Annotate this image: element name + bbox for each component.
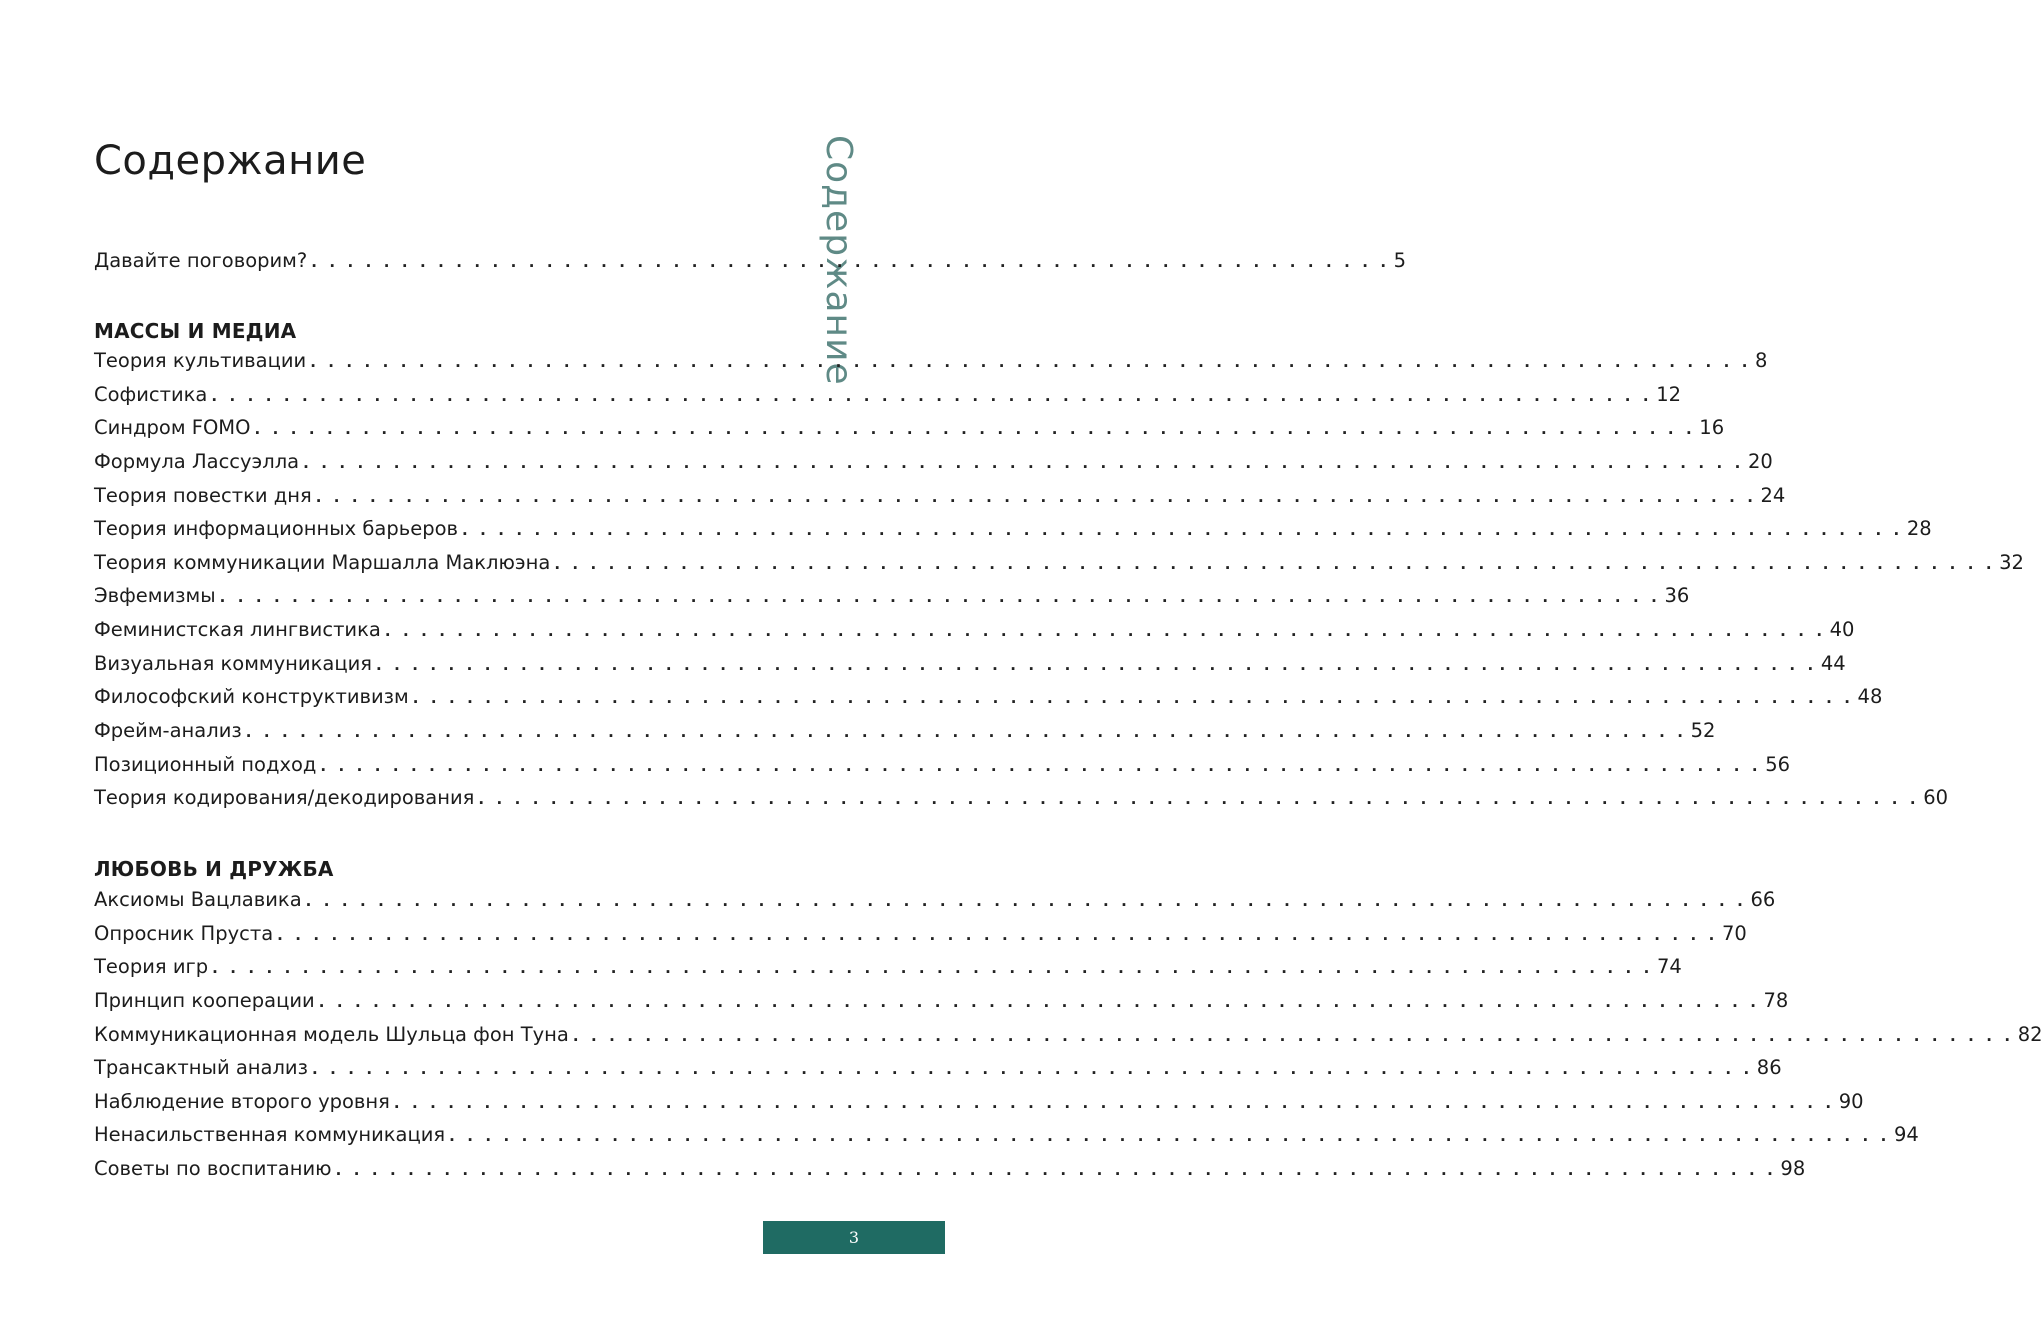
toc-entry[interactable] (94, 752, 1791, 787)
toc-entry[interactable] (94, 786, 1949, 820)
toc-entry-page: 44 (1820, 651, 1846, 675)
toc-entry-title: Ненасильственная коммуникация (94, 1123, 446, 1147)
toc-entry-page: 48 (1857, 685, 1883, 709)
dot-leader: . . . . . . . . . . . . . . . . . . . . . . . . . . . . . . . . . . . . . . . . . . . . . . . . . . . . . . . . . . . . . . . . . . . . . . . . . . . . . . . . (310, 353, 1751, 371)
toc-entry[interactable] (94, 449, 1773, 484)
dot-leader: . . . . . . . . . . . . . . . . . . . . . . . . . . . . . . . . . . . . . . . . . . . . . . . . . . . . . . . . . . . . . . . . . . . . . . . . . . . . . . . . (305, 892, 1747, 910)
dot-leader: . . . . . . . . . . . . . . . . . . . . . . . . . . . . . . . . . . . . . . . . . . . . . . . . . . . . . . . . . . . . . . . . . . . . . . . . . . . . . . . . (311, 1060, 1753, 1079)
toc-entry-title: Фрейм-анализ (94, 719, 242, 743)
toc-entry-title: Теория коммуникации Маршалла Маклюэна (94, 550, 551, 574)
toc-entry[interactable] (94, 618, 1855, 652)
toc-entry[interactable] (94, 921, 1747, 956)
dot-leader: . . . . . . . . . . . . . . . . . . . . . . . . . . . . . . . . . . . . . . . . . . . . . . . . . . . . . . . . . . . . . . . . . . . . . . . . . . . . . . . . (303, 453, 1744, 472)
dot-leader: . . . . . . . . . . . . . . . . . . . . . . . . . . . . . . . . . . . . . . . . . . . . . . . . . . . . . . . . . . . . . . . . . . . . . . . . . . . . . . . . (277, 925, 1718, 944)
toc-entry[interactable] (94, 719, 1716, 753)
toc-entry-page: 36 (1664, 584, 1690, 608)
toc-entry-page: 40 (1829, 618, 1855, 642)
toc-entry-title: Наблюдение второго уровня (94, 1089, 390, 1113)
dot-leader: . . . . . . . . . . . . . . . . . . . . . . . . . . . . . . . . . . . . . . . . . . . . . . . . . . . . . . . . . . . . . . . . . . . . . . . . . . . . . . . . (320, 756, 1762, 775)
toc-entry-page: 70 (1721, 921, 1747, 945)
toc-entry-title: Синдром FOMO (94, 416, 251, 440)
toc-entry-title: Софистика (94, 382, 208, 406)
toc-entry-page: 74 (1656, 955, 1682, 979)
toc-entry[interactable] (94, 651, 1846, 686)
dot-leader: . . . . . . . . . . . . . . . . . . . . . . . . . . . . . . . . . . . . . . . . . . . . . . . . . . . . . . . . . . . . . . . . . . . . . . . . . . . . . . . . (384, 622, 1826, 641)
toc-entry-title: Философский конструктивизм (94, 685, 409, 709)
dot-leader: . . . . . . . . . . . . . . . . . . . . . . . . . . . . . . . . . . . . . . . . . . . . . . . . . . . . . . . . . . . . . . . . . . . . . . . . . . . . . . . . (335, 1161, 1777, 1180)
side-title: Содержание (818, 135, 859, 386)
dot-leader: . . . . . . . . . . . . . . . . . . . . . . . . . . . . . . . . . . . . . . . . . . . . . . . . . . . . . . . . . . . . . . . . . . . . . . . . . . . . . . . . (376, 655, 1817, 674)
toc-entry-title: Теория кодирования/декодирования (94, 786, 475, 810)
toc-entry-page: 94 (1893, 1123, 1919, 1147)
toc-entry-title: Феминистская лингвистика (94, 618, 381, 642)
section-heading: ЛЮБОВЬ И ДРУЖБА (94, 857, 334, 881)
toc-entry-title: Коммуникационная модель Шульца фон Туна (94, 1022, 569, 1046)
page-number: 3 (848, 1228, 860, 1247)
toc-entry-title: Позиционный подход (94, 752, 317, 776)
toc-entry-page: 66 (1750, 888, 1776, 911)
toc-entry[interactable] (94, 584, 1690, 618)
toc-entry-title: Аксиомы Вацлавика (94, 888, 302, 911)
toc-entry-page: 56 (1765, 752, 1791, 776)
toc-entry-page: 60 (1923, 786, 1949, 810)
toc-entry[interactable] (94, 685, 1883, 719)
dot-leader: . . . . . . . . . . . . . . . . . . . . . . . . . . . . . . . . . . . . . . . . . . . . . . . . . . . . . . . . . . . . . . . . . . . . . . . . . . . . . . . . (315, 487, 1757, 506)
dot-leader: . . . . . . . . . . . . . . . . . . . . . . . . . . . . . . . . . . . . . . . . . . . . . . . . . . . . . . . . . . . . (311, 253, 1390, 271)
toc-entry[interactable] (94, 517, 1932, 551)
toc-entry-title: Формула Лассуэлла (94, 449, 300, 473)
toc-entry[interactable] (94, 550, 2024, 585)
toc-entry-title: Трансактный анализ (94, 1056, 308, 1080)
toc-entry[interactable] (94, 349, 1768, 383)
toc-entry[interactable] (94, 1022, 2043, 1057)
toc-entry-page: 82 (2017, 1022, 2043, 1046)
page-number-tab (763, 1221, 945, 1254)
toc-entry-title: Принцип кооперации (94, 988, 315, 1012)
toc-list (94, 349, 2024, 820)
toc-entry[interactable] (94, 988, 1789, 1023)
toc-entry-title: Опросник Пруста (94, 921, 274, 945)
toc-entry-title: Теория культивации (94, 349, 307, 372)
toc-entry-page: 28 (1906, 517, 1932, 541)
toc-entry-page: 98 (1780, 1157, 1806, 1181)
toc-entry-title: Теория повестки дня (94, 483, 312, 507)
dot-leader: . . . . . . . . . . . . . . . . . . . . . . . . . . . . . . . . . . . . . . . . . . . . . . . . . . . . . . . . . . . . . . . . . . . . . . . . . . . . . . . . (219, 588, 1661, 607)
toc-entry-page: 12 (1656, 382, 1682, 406)
dot-leader: . . . . . . . . . . . . . . . . . . . . . . . . . . . . . . . . . . . . . . . . . . . . . . . . . . . . . . . . . . . . . . . . . . . . . . . . . . . . . . . . (254, 420, 1696, 439)
dot-leader: . . . . . . . . . . . . . . . . . . . . . . . . . . . . . . . . . . . . . . . . . . . . . . . . . . . . . . . . . . . . . . . . . . . . . . . . . . . . . . . . (212, 959, 1653, 978)
page-title: Содержание (94, 138, 367, 184)
dot-leader: . . . . . . . . . . . . . . . . . . . . . . . . . . . . . . . . . . . . . . . . . . . . . . . . . . . . . . . . . . . . . . . . . . . . . . . . . . . . . . . . (572, 1026, 2014, 1045)
dot-leader: . . . . . . . . . . . . . . . . . . . . . . . . . . . . . . . . . . . . . . . . . . . . . . . . . . . . . . . . . . . . . . . . . . . . . . . . . . . . . . . . (478, 790, 1920, 809)
toc-entry-title: Теория игр (94, 955, 209, 979)
toc-entry[interactable] (94, 1157, 1806, 1191)
dot-leader: . . . . . . . . . . . . . . . . . . . . . . . . . . . . . . . . . . . . . . . . . . . . . . . . . . . . . . . . . . . . . . . . . . . . . . . . . . . . . . . . (393, 1093, 1835, 1112)
toc-entry-title: Визуальная коммуникация (94, 651, 372, 675)
toc-entry[interactable] (94, 1123, 1919, 1157)
toc-list (94, 888, 2043, 1191)
toc-entry-title: Теория информационных барьеров (94, 517, 459, 541)
toc-entry-page: 52 (1690, 719, 1716, 743)
toc-entry-page: 90 (1838, 1089, 1864, 1113)
dot-leader: . . . . . . . . . . . . . . . . . . . . . . . . . . . . . . . . . . . . . . . . . . . . . . . . . . . . . . . . . . . . . . . . . . . . . . . . . . . . . . . . (554, 554, 1996, 573)
toc-entry-page: 16 (1699, 416, 1725, 440)
toc-entry[interactable] (94, 382, 1682, 417)
dot-leader: . . . . . . . . . . . . . . . . . . . . . . . . . . . . . . . . . . . . . . . . . . . . . . . . . . . . . . . . . . . . . . . . . . . . . . . . . . . . . . . . (318, 992, 1760, 1011)
toc-entry-page: 32 (1999, 550, 2024, 574)
toc-intro (94, 249, 1407, 283)
toc-entry-page: 24 (1760, 483, 1786, 507)
toc-entry[interactable] (94, 888, 1776, 922)
toc-entry-page: 8 (1755, 349, 1768, 372)
toc-entry-title: Советы по воспитанию (94, 1157, 332, 1181)
section-heading: МАССЫ И МЕДИА (94, 319, 297, 343)
dot-leader: . . . . . . . . . . . . . . . . . . . . . . . . . . . . . . . . . . . . . . . . . . . . . . . . . . . . . . . . . . . . . . . . . . . . . . . . . . . . . . . . (462, 521, 1903, 540)
toc-entry-page: 78 (1763, 988, 1789, 1012)
toc-entry-page: 5 (1393, 249, 1407, 272)
toc-entry[interactable] (94, 249, 1407, 283)
dot-leader: . . . . . . . . . . . . . . . . . . . . . . . . . . . . . . . . . . . . . . . . . . . . . . . . . . . . . . . . . . . . . . . . . . . . . . . . . . . . . . . . (245, 723, 1687, 742)
toc-entry[interactable] (94, 1089, 1864, 1124)
toc-entry-page: 20 (1747, 449, 1773, 473)
toc-entry[interactable] (94, 1056, 1782, 1090)
toc-entry[interactable] (94, 483, 1786, 518)
toc-entry-title: Эвфемизмы (94, 584, 216, 608)
dot-leader: . . . . . . . . . . . . . . . . . . . . . . . . . . . . . . . . . . . . . . . . . . . . . . . . . . . . . . . . . . . . . . . . . . . . . . . . . . . . . . . . (211, 386, 1653, 405)
toc-entry[interactable] (94, 416, 1725, 450)
dot-leader: . . . . . . . . . . . . . . . . . . . . . . . . . . . . . . . . . . . . . . . . . . . . . . . . . . . . . . . . . . . . . . . . . . . . . . . . . . . . . . . . (449, 1127, 1890, 1146)
toc-entry-page: 86 (1756, 1056, 1782, 1080)
dot-leader: . . . . . . . . . . . . . . . . . . . . . . . . . . . . . . . . . . . . . . . . . . . . . . . . . . . . . . . . . . . . . . . . . . . . . . . . . . . . . . . . (412, 689, 1854, 708)
toc-entry-title: Давайте поговорим? (94, 249, 308, 272)
toc-entry[interactable] (94, 955, 1682, 989)
